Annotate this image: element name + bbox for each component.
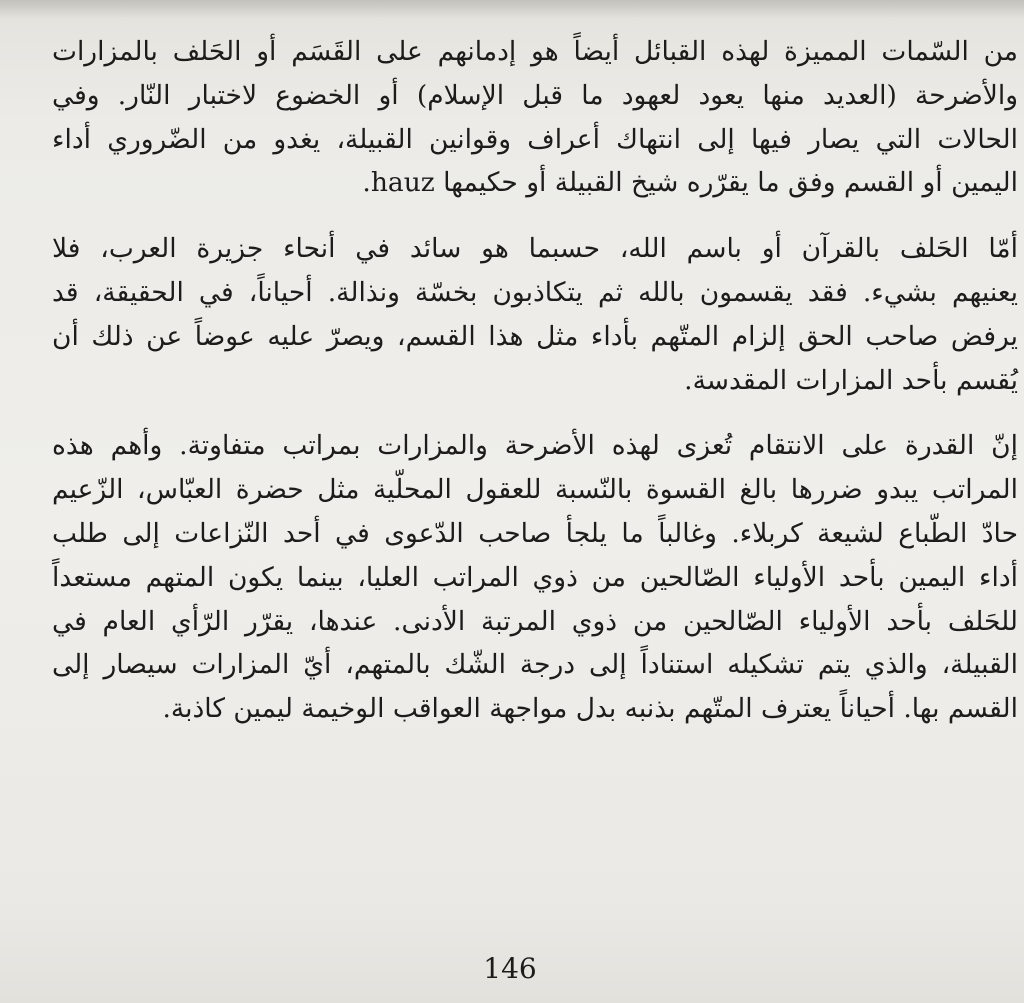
body-text <box>52 30 1018 731</box>
paragraph-line: والأضرحة (العديد منها يعود لعهود ما قبل الإسلام) أو الخضوع لاختبار النّار. وفي <box>52 79 1018 111</box>
paragraph-line: القسم بها. أحياناً يعترف المتّهم بذنبه بدل مواجهة العواقب الوخيمة ليمين كاذبة. <box>162 693 1018 725</box>
paragraph-line: يرفض صاحب الحق إلزام المتّهم بأداء مثل هذا القسم، ويصرّ عليه عوضاً عن ذلك أن <box>52 320 1018 352</box>
paragraph-3 <box>52 424 1018 731</box>
paragraph-spacer <box>52 402 1018 424</box>
paragraph-line: المراتب يبدو ضررها بالغ القسوة بالنّسبة للعقول المحلّية مثل حضرة العبّاس، الزّعيم <box>52 474 1018 506</box>
paragraph-line: يُقسم بأحد المزارات المقدسة. <box>684 364 1018 396</box>
paragraph-line: اليمين أو القسم وفق ما يقرّره شيخ القبيلة أو حكيمها hauz. <box>362 167 1018 199</box>
paragraph-line: أداء اليمين بأحد الأولياء الصّالحين من ذوي المراتب العليا، بينما يكون المتهم مستعداً <box>52 561 1018 593</box>
paragraph-line: من السّمات المميزة لهذه القبائل أيضاً هو إدمانهم على القَسَم أو الحَلف بالمزارات <box>52 36 1018 67</box>
page-top-shadow <box>0 0 1024 18</box>
paragraph-1 <box>52 30 1018 205</box>
paragraph-line: إنّ القدرة على الانتقام تُعزى لهذه الأضرحة والمزارات بمراتب متفاوتة. وأهم هذه <box>52 430 1018 462</box>
paragraph-line: أمّا الحَلف بالقرآن أو باسم الله، حسبما هو سائد في أنحاء جزيرة العرب، فلا <box>52 233 1018 265</box>
paragraph-2 <box>52 227 1018 402</box>
paragraph-line: الحالات التي يصار فيها إلى انتهاك أعراف وقوانين القبيلة، يغدو من الضّروري أداء <box>52 123 1018 155</box>
paragraph-line: للحَلف بأحد الأولياء الصّالحين من ذوي المرتبة الأدنى. عندها، يقرّر الرّأي العام في <box>52 605 1018 637</box>
paragraph-spacer <box>52 205 1018 227</box>
paragraph-line: حادّ الطّباع لشيعة كربلاء. وغالباً ما يلجأ صاحب الدّعوى في أحد النّزاعات إلى طلب <box>52 517 1018 549</box>
page-number: 146 <box>483 952 537 985</box>
paragraph-line: القبيلة، والذي يتم تشكيله استناداً إلى درجة الشّك بالمتهم، أيّ المزارات سيصار إلى <box>52 649 1018 681</box>
paragraph-line: يعنيهم بشيء. فقد يقسمون بالله ثم يتكاذبون بخسّة ونذالة. أحياناً، في الحقيقة، قد <box>52 276 1018 308</box>
